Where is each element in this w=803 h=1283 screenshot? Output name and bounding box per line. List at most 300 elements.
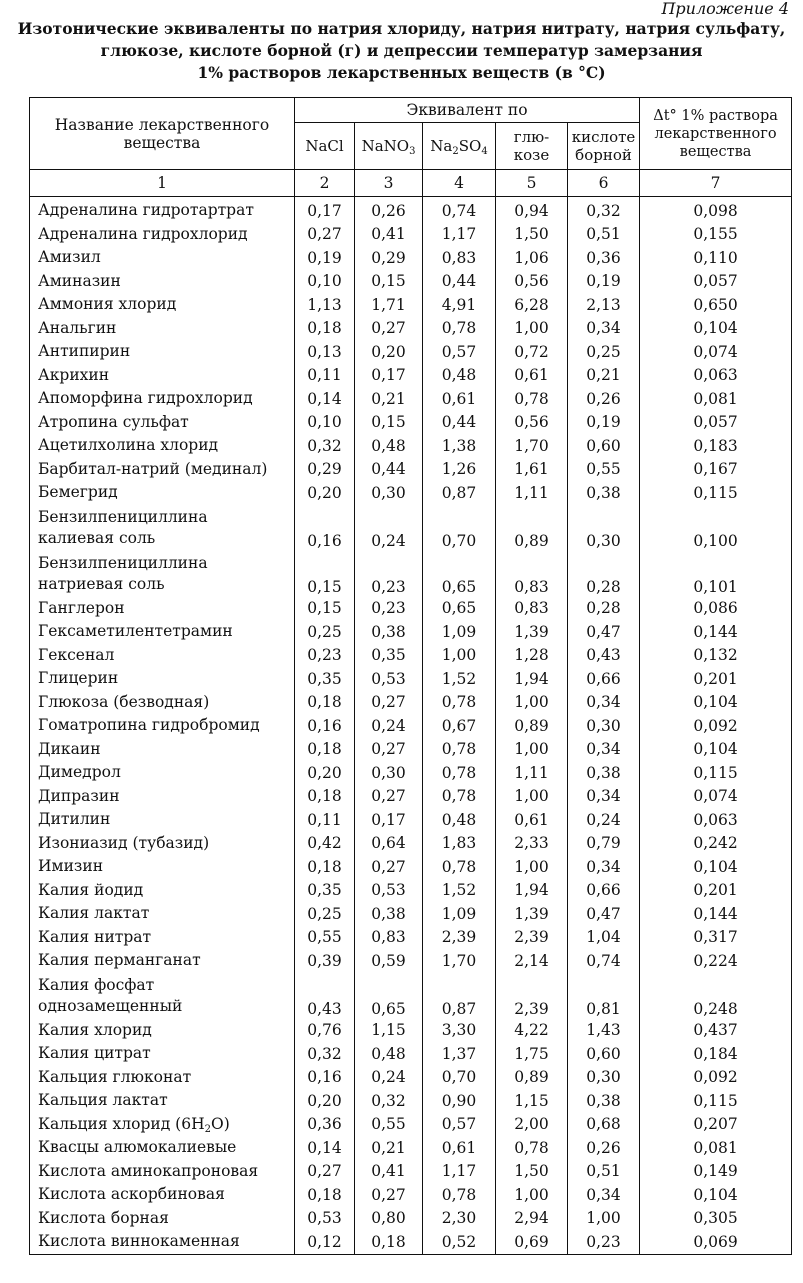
substance-name-line: Изониазид (тубазид): [38, 833, 210, 852]
nano3-value: 0,30: [355, 761, 423, 785]
substance-name-line: Кислота аминокапроновая: [38, 1161, 259, 1180]
glucose-value: 0,61: [496, 808, 568, 832]
nacl-value: 0,35: [295, 879, 355, 903]
glucose-value: 0,89: [496, 714, 568, 738]
table-row: [30, 458, 792, 482]
nano3-value: 0,38: [355, 620, 423, 644]
freezing-depression-value: 0,074: [640, 785, 792, 809]
substance-name-line: Кальция лактат: [38, 1091, 168, 1110]
table-row: [30, 949, 792, 973]
freezing-depression-value: 0,098: [640, 197, 792, 223]
boric-acid-value: 0,60: [568, 434, 640, 458]
boric-acid-value: 0,26: [568, 387, 640, 411]
column-number-2: 2: [295, 170, 355, 197]
glucose-value: 1,94: [496, 879, 568, 903]
substance-name-line: Димедрол: [38, 763, 121, 782]
freezing-depression-value: 0,144: [640, 620, 792, 644]
table-row: [30, 973, 792, 1019]
freezing-depression-value: 0,132: [640, 644, 792, 668]
header-substance-name: Название лекарственного вещества: [30, 98, 295, 170]
table-row: [30, 785, 792, 809]
na2so4-value: 0,70: [423, 1066, 496, 1090]
nano3-value: 0,27: [355, 691, 423, 715]
glucose-value: 1,50: [496, 223, 568, 247]
substance-name-line: Антипирин: [38, 342, 131, 361]
title-line-3: 1% растворов лекарственных веществ (в °С): [197, 63, 606, 82]
glucose-value: 0,78: [496, 387, 568, 411]
na2so4-value: 0,78: [423, 761, 496, 785]
nacl-value: 0,18: [295, 317, 355, 341]
table-row: [30, 1019, 792, 1043]
nano3-value: 0,30: [355, 481, 423, 505]
boric-acid-value: 0,19: [568, 411, 640, 435]
substance-name-line: Дикаин: [38, 739, 101, 758]
substance-name-line: Калия фосфат: [38, 975, 155, 994]
nacl-value: 0,20: [295, 1089, 355, 1113]
glucose-value: 2,33: [496, 832, 568, 856]
na2so4-value: 0,78: [423, 691, 496, 715]
header-glucose: глю- козе: [496, 123, 568, 170]
substance-name-line: Ацетилхолина хлорид: [38, 436, 219, 455]
substance-name: [30, 761, 295, 785]
nacl-value: 0,43: [295, 973, 355, 1019]
nacl-value: 0,16: [295, 714, 355, 738]
substance-name-line: Квасцы алюмокалиевые: [38, 1138, 237, 1157]
nano3-value: 0,48: [355, 434, 423, 458]
freezing-depression-value: 0,086: [640, 597, 792, 621]
nano3-value: 0,32: [355, 1089, 423, 1113]
freezing-depression-value: 0,069: [640, 1230, 792, 1254]
boric-acid-value: 0,34: [568, 738, 640, 762]
glucose-value: 0,83: [496, 597, 568, 621]
table-row: [30, 223, 792, 247]
nacl-value: 0,18: [295, 785, 355, 809]
substance-name: [30, 902, 295, 926]
freezing-depression-value: 0,057: [640, 270, 792, 294]
nano3-value: 0,48: [355, 1042, 423, 1066]
substance-name-line: Кислота виннокаменная: [38, 1232, 240, 1251]
table-row: [30, 387, 792, 411]
substance-name: [30, 1160, 295, 1184]
nacl-value: 0,20: [295, 481, 355, 505]
substance-name-line: Анальгин: [38, 318, 117, 337]
na2so4-value: 0,87: [423, 481, 496, 505]
boric-acid-value: 0,55: [568, 458, 640, 482]
freezing-depression-value: 0,110: [640, 246, 792, 270]
na2so4-value: 1,70: [423, 949, 496, 973]
column-number-6: 6: [568, 170, 640, 197]
substance-name: [30, 387, 295, 411]
nacl-value: 0,18: [295, 738, 355, 762]
na2so4-value: 0,67: [423, 714, 496, 738]
substance-name-line: Барбитал-натрий (мединал): [38, 459, 268, 478]
substance-name: [30, 714, 295, 738]
substance-name-line: Апоморфина гидрохлорид: [38, 389, 253, 408]
freezing-depression-value: 0,155: [640, 223, 792, 247]
glucose-value: 1,00: [496, 317, 568, 341]
column-number-5: 5: [496, 170, 568, 197]
column-number-3: 3: [355, 170, 423, 197]
table-row: [30, 197, 792, 223]
boric-acid-value: 0,21: [568, 364, 640, 388]
substance-name: [30, 949, 295, 973]
substance-name: [30, 667, 295, 691]
substance-name-line: Адреналина гидрохлорид: [38, 224, 248, 243]
boric-acid-value: 0,47: [568, 620, 640, 644]
boric-acid-value: 1,04: [568, 926, 640, 950]
boric-acid-value: 0,60: [568, 1042, 640, 1066]
freezing-depression-value: 0,063: [640, 364, 792, 388]
nano3-value: 0,55: [355, 1113, 423, 1137]
nano3-value: 0,26: [355, 197, 423, 223]
isotonic-equivalents-table: [29, 97, 792, 1255]
table-row: [30, 926, 792, 950]
glucose-value: 1,00: [496, 855, 568, 879]
freezing-depression-value: 0,167: [640, 458, 792, 482]
freezing-depression-value: 0,057: [640, 411, 792, 435]
glucose-value: 2,39: [496, 926, 568, 950]
substance-name: [30, 197, 295, 223]
header-nano3: NaNO$_3$: [355, 123, 423, 170]
table-row: [30, 270, 792, 294]
nacl-value: 0,42: [295, 832, 355, 856]
nacl-value: 0,27: [295, 223, 355, 247]
na2so4-value: 0,78: [423, 1183, 496, 1207]
freezing-depression-value: 0,104: [640, 691, 792, 715]
na2so4-value: 0,44: [423, 411, 496, 435]
glucose-value: 0,78: [496, 1136, 568, 1160]
table-row: [30, 364, 792, 388]
substance-name-text: O): [210, 1114, 230, 1133]
na2so4-value: 0,48: [423, 364, 496, 388]
table-row: [30, 1089, 792, 1113]
glucose-value: 1,11: [496, 761, 568, 785]
boric-acid-value: 0,51: [568, 223, 640, 247]
substance-name: [30, 1042, 295, 1066]
table-row: [30, 340, 792, 364]
freezing-depression-value: 0,100: [640, 505, 792, 551]
substance-name: [30, 340, 295, 364]
freezing-depression-value: 0,092: [640, 1066, 792, 1090]
glucose-value: 0,61: [496, 364, 568, 388]
nacl-value: 0,18: [295, 691, 355, 715]
boric-acid-value: 0,38: [568, 761, 640, 785]
boric-acid-value: 0,34: [568, 691, 640, 715]
substance-name: [30, 855, 295, 879]
substance-name: [30, 691, 295, 715]
table-row: [30, 761, 792, 785]
glucose-value: 0,89: [496, 1066, 568, 1090]
boric-acid-value: 0,38: [568, 1089, 640, 1113]
freezing-depression-value: 0,207: [640, 1113, 792, 1137]
nano3-value: 0,53: [355, 879, 423, 903]
substance-name: [30, 1089, 295, 1113]
glucose-value: 1,00: [496, 785, 568, 809]
boric-acid-value: 0,47: [568, 902, 640, 926]
table-row: [30, 411, 792, 435]
table-row: [30, 691, 792, 715]
nano3-value: 0,15: [355, 270, 423, 294]
table-row: [30, 644, 792, 668]
boric-acid-value: 0,23: [568, 1230, 640, 1254]
freezing-depression-value: 0,115: [640, 481, 792, 505]
glucose-value: 1,94: [496, 667, 568, 691]
glucose-value: 2,14: [496, 949, 568, 973]
na2so4-value: 2,30: [423, 1207, 496, 1231]
table-row: [30, 902, 792, 926]
freezing-depression-value: 0,104: [640, 738, 792, 762]
nano3-value: 0,21: [355, 387, 423, 411]
nacl-value: 0,27: [295, 1160, 355, 1184]
substance-name: [30, 808, 295, 832]
table-row: [30, 855, 792, 879]
table-row: [30, 1042, 792, 1066]
na2so4-value: 0,57: [423, 1113, 496, 1137]
title-line-2: глюкозе, кислоте борной (г) и депрессии температур замерзания: [100, 41, 703, 60]
boric-acid-value: 0,68: [568, 1113, 640, 1137]
freezing-depression-value: 0,305: [640, 1207, 792, 1231]
na2so4-value: 2,39: [423, 926, 496, 950]
freezing-depression-value: 0,063: [640, 808, 792, 832]
substance-name: [30, 926, 295, 950]
freezing-depression-value: 0,115: [640, 1089, 792, 1113]
table-row: [30, 246, 792, 270]
substance-name: [30, 317, 295, 341]
substance-name: [30, 738, 295, 762]
glucose-value: 1,15: [496, 1089, 568, 1113]
na2so4-value: 1,37: [423, 1042, 496, 1066]
na2so4-value: 3,30: [423, 1019, 496, 1043]
nano3-value: 1,71: [355, 293, 423, 317]
glucose-value: 0,69: [496, 1230, 568, 1254]
nano3-value: 0,24: [355, 1066, 423, 1090]
nano3-value: 0,24: [355, 505, 423, 551]
header-boric-acid: кислоте борной: [568, 123, 640, 170]
freezing-depression-value: 0,437: [640, 1019, 792, 1043]
freezing-depression-value: 0,183: [640, 434, 792, 458]
substance-name: [30, 832, 295, 856]
nacl-value: 0,16: [295, 1066, 355, 1090]
table-row: [30, 1207, 792, 1231]
substance-name-line: Бензилпенициллина: [38, 553, 208, 572]
nano3-value: 0,17: [355, 364, 423, 388]
freezing-depression-value: 0,104: [640, 317, 792, 341]
substance-name: [30, 364, 295, 388]
glucose-value: 0,94: [496, 197, 568, 223]
freezing-depression-value: 0,144: [640, 902, 792, 926]
freezing-depression-value: 0,650: [640, 293, 792, 317]
substance-name: [30, 1019, 295, 1043]
glucose-value: 1,75: [496, 1042, 568, 1066]
nacl-value: 0,29: [295, 458, 355, 482]
page-title: [0, 18, 803, 84]
nano3-value: 1,15: [355, 1019, 423, 1043]
na2so4-value: 1,38: [423, 434, 496, 458]
na2so4-value: 1,26: [423, 458, 496, 482]
nano3-value: 0,38: [355, 902, 423, 926]
na2so4-value: 0,78: [423, 738, 496, 762]
nano3-value: 0,41: [355, 223, 423, 247]
nacl-value: 0,19: [295, 246, 355, 270]
na2so4-value: 1,09: [423, 620, 496, 644]
nacl-value: 0,32: [295, 1042, 355, 1066]
table-row: [30, 620, 792, 644]
nacl-value: 0,55: [295, 926, 355, 950]
freezing-depression-value: 0,081: [640, 1136, 792, 1160]
freezing-depression-value: 0,184: [640, 1042, 792, 1066]
substance-name-line: Гоматропина гидробромид: [38, 716, 260, 735]
na2so4-value: 0,65: [423, 597, 496, 621]
glucose-value: 0,83: [496, 551, 568, 597]
nano3-value: 0,53: [355, 667, 423, 691]
nano3-value: 0,35: [355, 644, 423, 668]
freezing-depression-value: 0,104: [640, 1183, 792, 1207]
na2so4-value: 0,48: [423, 808, 496, 832]
nacl-value: 0,18: [295, 1183, 355, 1207]
table-row: [30, 551, 792, 597]
freezing-depression-value: 0,074: [640, 340, 792, 364]
header-nacl: NaCl: [295, 123, 355, 170]
nano3-value: 0,41: [355, 1160, 423, 1184]
nacl-value: 0,35: [295, 667, 355, 691]
nano3-value: 0,29: [355, 246, 423, 270]
table-row: [30, 1136, 792, 1160]
boric-acid-value: 0,30: [568, 714, 640, 738]
nano3-value: 0,24: [355, 714, 423, 738]
na2so4-value: 0,70: [423, 505, 496, 551]
nacl-value: 0,10: [295, 411, 355, 435]
nacl-value: 0,20: [295, 761, 355, 785]
table-row: [30, 1230, 792, 1254]
substance-name-line: Калия лактат: [38, 904, 150, 923]
nano3-value: 0,44: [355, 458, 423, 482]
boric-acid-value: 0,36: [568, 246, 640, 270]
table-row: [30, 667, 792, 691]
glucose-value: 2,00: [496, 1113, 568, 1137]
glucose-value: 1,39: [496, 902, 568, 926]
boric-acid-value: 0,38: [568, 481, 640, 505]
boric-acid-value: 0,19: [568, 270, 640, 294]
nano3-value: 0,83: [355, 926, 423, 950]
substance-name-line: Ганглерон: [38, 598, 125, 617]
substance-name: [30, 1066, 295, 1090]
table-row: [30, 1066, 792, 1090]
nacl-value: 0,23: [295, 644, 355, 668]
na2so4-value: 0,78: [423, 785, 496, 809]
freezing-depression-value: 0,201: [640, 667, 792, 691]
substance-name-line: натриевая соль: [38, 574, 165, 593]
boric-acid-value: 2,13: [568, 293, 640, 317]
nacl-value: 0,17: [295, 197, 355, 223]
column-number-4: 4: [423, 170, 496, 197]
formula-subscript: 2: [204, 1123, 211, 1135]
table-row: [30, 1183, 792, 1207]
na2so4-value: 1,52: [423, 667, 496, 691]
table-row: [30, 808, 792, 832]
boric-acid-value: 0,34: [568, 317, 640, 341]
glucose-value: 2,94: [496, 1207, 568, 1231]
nano3-value: 0,27: [355, 317, 423, 341]
substance-name-line: Гексенал: [38, 645, 115, 664]
substance-name-line: Дитилин: [38, 810, 111, 829]
nano3-value: 0,27: [355, 785, 423, 809]
substance-name-line: Кислота аскорбиновая: [38, 1185, 225, 1204]
substance-name: [30, 644, 295, 668]
substance-name-line: Дипразин: [38, 786, 120, 805]
freezing-depression-value: 0,201: [640, 879, 792, 903]
nacl-value: 0,25: [295, 902, 355, 926]
glucose-value: 1,50: [496, 1160, 568, 1184]
boric-acid-value: 0,28: [568, 597, 640, 621]
freezing-depression-value: 0,248: [640, 973, 792, 1019]
substance-name: [30, 458, 295, 482]
nacl-value: 0,16: [295, 505, 355, 551]
nacl-value: 0,32: [295, 434, 355, 458]
title-line-1: Изотонические эквиваленты по натрия хлориду, натрия нитрату, натрия сульфату,: [17, 19, 786, 38]
na2so4-value: 1,83: [423, 832, 496, 856]
nano3-value: 0,65: [355, 973, 423, 1019]
substance-name-line: Калия нитрат: [38, 927, 152, 946]
nacl-value: 0,15: [295, 597, 355, 621]
substance-name-line: Адреналина гидротартрат: [38, 201, 254, 220]
substance-name: [30, 481, 295, 505]
glucose-value: 0,89: [496, 505, 568, 551]
substance-name-line: Калия перманганат: [38, 951, 201, 970]
freezing-depression-value: 0,115: [640, 761, 792, 785]
substance-name: [30, 223, 295, 247]
na2so4-value: 1,52: [423, 879, 496, 903]
nacl-value: 0,14: [295, 1136, 355, 1160]
substance-name: [30, 597, 295, 621]
glucose-value: 1,61: [496, 458, 568, 482]
table-row: [30, 317, 792, 341]
nacl-value: 0,76: [295, 1019, 355, 1043]
substance-name-line: Амизил: [38, 248, 101, 267]
nano3-value: 0,21: [355, 1136, 423, 1160]
nacl-value: 0,39: [295, 949, 355, 973]
boric-acid-value: 0,25: [568, 340, 640, 364]
freezing-depression-value: 0,224: [640, 949, 792, 973]
na2so4-value: 0,61: [423, 1136, 496, 1160]
substance-name-line: Калия йодид: [38, 880, 144, 899]
nano3-value: 0,27: [355, 855, 423, 879]
substance-name: [30, 879, 295, 903]
na2so4-value: 1,17: [423, 223, 496, 247]
table-row: [30, 1160, 792, 1184]
glucose-value: 0,56: [496, 270, 568, 294]
substance-name-line: Атропина сульфат: [38, 412, 189, 431]
header-equivalent-group: Эквивалент по: [295, 98, 640, 123]
glucose-value: 1,00: [496, 738, 568, 762]
substance-name-line: Калия цитрат: [38, 1044, 151, 1063]
na2so4-value: 0,90: [423, 1089, 496, 1113]
substance-name-line: однозамещенный: [38, 996, 183, 1015]
substance-name-line: Глюкоза (безводная): [38, 692, 210, 711]
nano3-value: 0,23: [355, 551, 423, 597]
table-row: [30, 879, 792, 903]
glucose-value: 6,28: [496, 293, 568, 317]
column-number-7: 7: [640, 170, 792, 197]
na2so4-value: 0,61: [423, 387, 496, 411]
glucose-value: 1,11: [496, 481, 568, 505]
na2so4-value: 0,83: [423, 246, 496, 270]
freezing-depression-value: 0,317: [640, 926, 792, 950]
column-number-1: 1: [30, 170, 295, 197]
na2so4-value: 0,78: [423, 855, 496, 879]
substance-name-line: Бензилпенициллина: [38, 507, 208, 526]
glucose-value: 1,06: [496, 246, 568, 270]
substance-name-text: Кальция хлорид (6H: [38, 1114, 205, 1133]
